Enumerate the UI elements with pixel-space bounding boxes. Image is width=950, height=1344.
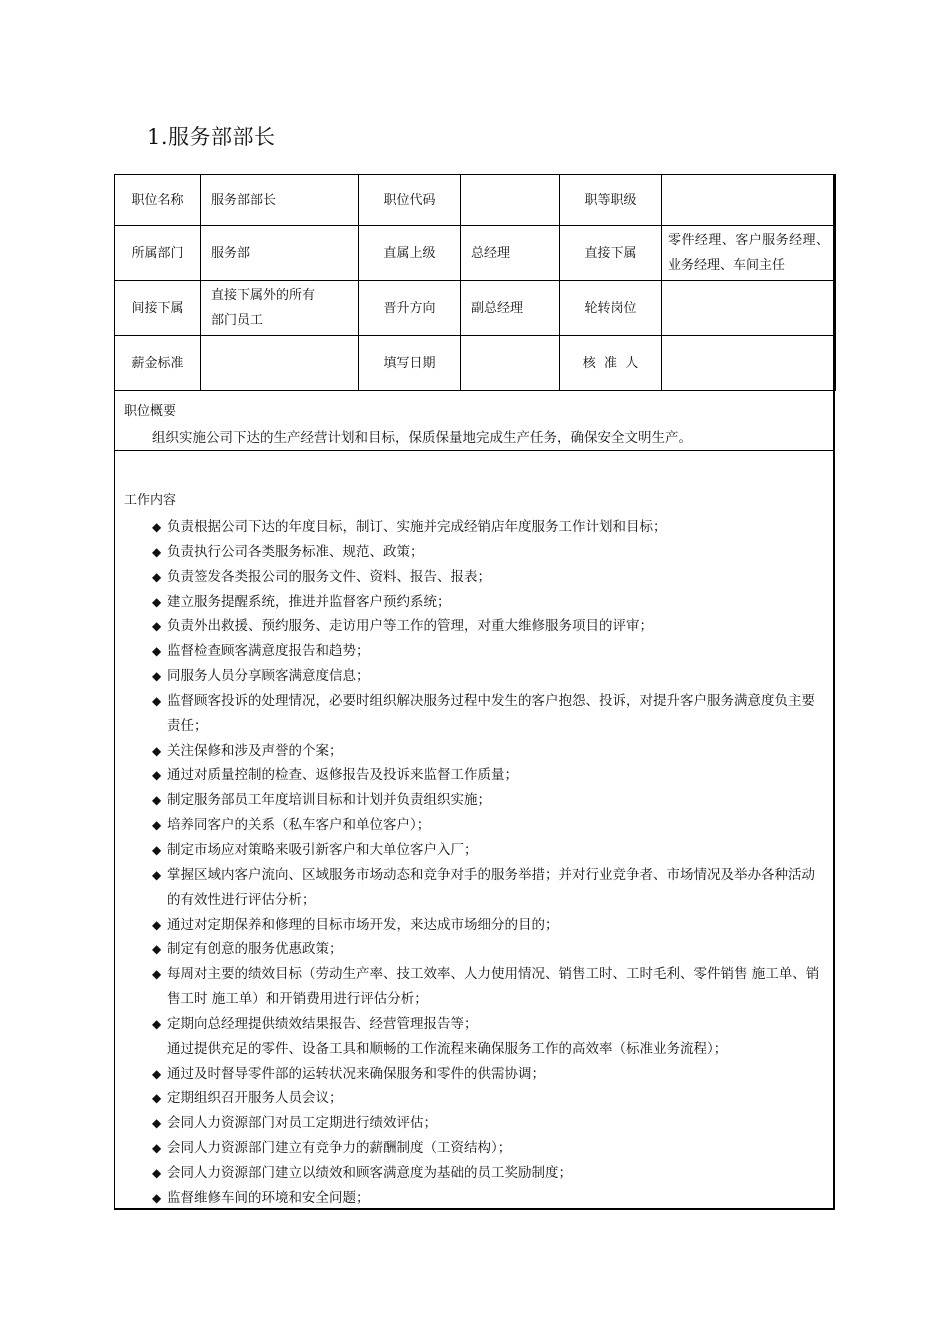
value-position-name: 服务部部长 [201,175,359,226]
label-direct-superior: 直属上级 [359,226,461,281]
position-info-table [114,174,836,391]
list-item [152,614,827,639]
list-item [152,689,827,739]
label-department: 所属部门 [115,226,201,281]
diamond-bullet-icon: ◆ [152,520,162,534]
list-item-text: 定期向总经理提供绩效结果报告、经营管理报告等； [167,1015,478,1032]
list-item [152,788,827,813]
list-item-text: 通过提供充足的零件、设备工具和顺畅的工作流程来确保服务工作的高效率（标准业务流程）； [167,1040,728,1057]
diamond-bullet-icon: ◆ [152,942,162,957]
list-item-text: 监督维修车间的环境和安全问题； [167,1189,370,1206]
list-item-text: 通过及时督导零件部的运转状况来确保服务和零件的供需协调； [167,1065,545,1082]
list-item-text: 负责执行公司各类服务标准、规范、政策； [167,543,424,560]
diamond-bullet-icon: ◆ [152,1016,162,1031]
list-item [152,1012,827,1037]
diamond-bullet-icon: ◆ [152,1165,162,1180]
list-item-text: 负责根据公司下达的年度目标，制订、实施并完成经销店年度服务工作计划和目标； [167,519,667,535]
list-item [152,863,827,913]
value-salary [201,336,359,391]
list-item-text: 负责签发各类报公司的服务文件、资料、报告、报表； [167,568,491,585]
table-row [115,175,836,226]
diamond-bullet-icon: ◆ [152,693,162,708]
diamond-bullet-icon: ◆ [152,967,162,982]
diamond-bullet-icon: ◆ [152,1091,162,1106]
summary-text: 组织实施公司下达的生产经营计划和目标，保质保量地完成生产任务，确保安全文明生产。 [152,430,692,446]
diamond-bullet-icon: ◆ [152,1190,162,1205]
value-promotion: 副总经理 [461,281,560,336]
list-item-text: 监督检查顾客满意度报告和趋势； [167,643,370,660]
label-rotation: 轮转岗位 [560,281,662,336]
diamond-bullet-icon: ◆ [152,867,162,882]
list-item-text: 关注保修和涉及声誉的个案； [167,742,343,759]
value-direct-superior: 总经理 [461,226,560,281]
list-item-text: 每周对主要的绩效目标（劳动生产率、技工效率、人力使用情况、销售工时、工时毛利、零件销售 施工单、销售工时 施工单）和开销费用进行评估分析； [167,966,820,1008]
diamond-bullet-icon: ◆ [152,793,162,808]
list-item-text: 培养同客户的关系（私车客户和单位客户）； [167,817,431,834]
table-row [115,336,836,391]
list-item [152,937,827,962]
list-item-text: 制定有创意的服务优惠政策； [167,941,343,958]
list-item [152,1136,827,1161]
diamond-bullet-icon: ◆ [152,544,162,559]
list-item-text: 会同人力资源部门建立有竞争力的薪酬制度（工资结构）； [167,1140,512,1157]
value-grade [662,175,836,226]
label-salary: 薪金标准 [115,336,201,391]
list-item [152,664,827,689]
label-position-code: 职位代码 [359,175,461,226]
table-row [115,226,836,281]
label-approver: 核 准 人 [560,336,662,391]
list-item [152,813,827,838]
page-title: 1.服务部部长 [147,125,276,149]
diamond-bullet-icon: ◆ [152,619,162,634]
value-department: 服务部 [201,226,359,281]
summary-label: 职位概要 [124,404,177,419]
diamond-bullet-icon: ◆ [152,569,162,584]
label-direct-subordinates: 直接下属 [560,226,662,281]
list-item [152,1161,827,1186]
diamond-bullet-icon: ◆ [152,644,162,659]
list-item [152,1111,827,1136]
label-promotion: 晋升方向 [359,281,461,336]
label-grade: 职等职级 [560,175,662,226]
list-item [152,515,827,540]
label-position-name: 职位名称 [115,175,201,226]
list-item-text: 会同人力资源部门建立以绩效和顾客满意度为基础的员工奖励制度； [167,1164,572,1181]
diamond-bullet-icon: ◆ [152,1066,162,1081]
list-item-text: 掌握区域内客户流向、区域服务市场动态和竞争对手的服务举措；并对行业竞争者、市场情况及举办各种活动的有效性进行评估分析； [167,866,815,908]
label-fill-date: 填写日期 [359,336,461,391]
list-item [152,565,827,590]
value-approver [662,336,836,391]
list-item-text: 监督顾客投诉的处理情况，必要时组织解决服务过程中发生的客户抱怨、投诉，对提升客户服务满意度负主要责任； [167,692,815,734]
section-divider [114,450,835,451]
list-item [152,1062,827,1087]
diamond-bullet-icon: ◆ [152,1141,162,1156]
value-rotation [662,281,836,336]
list-item [152,540,827,565]
list-item-text: 建立服务提醒系统，推进并监督客户预约系统； [167,593,451,610]
list-item [152,590,827,615]
diamond-bullet-icon: ◆ [152,594,162,609]
value-fill-date [461,336,560,391]
work-content-label: 工作内容 [124,493,177,508]
list-item [152,739,827,764]
list-item-text: 定期组织召开服务人员会议； [167,1090,343,1107]
list-item-text: 通过对质量控制的检查、返修报告及投诉来监督工作质量； [167,767,518,784]
list-item-text: 制定市场应对策略来吸引新客户和大单位客户入厂； [167,841,478,858]
diamond-bullet-icon: ◆ [152,917,162,932]
diamond-bullet-icon: ◆ [152,818,162,833]
work-content-list [152,515,827,1211]
list-item-text: 制定服务部员工年度培训目标和计划并负责组织实施； [167,792,491,809]
list-item [152,1037,827,1062]
diamond-bullet-icon: ◆ [152,669,162,684]
table-row [115,281,836,336]
list-item [152,913,827,938]
list-item [152,763,827,788]
list-item [152,1086,827,1111]
value-position-code [461,175,560,226]
value-direct-subordinates: 零件经理、客户服务经理、业务经理、车间主任 [662,226,836,281]
list-item [152,639,827,664]
list-item-text: 通过对定期保养和修理的目标市场开发，来达成市场细分的目的； [167,916,559,933]
diamond-bullet-icon: ◆ [152,743,162,758]
list-item [152,838,827,863]
list-item [152,962,827,1012]
value-indirect-subordinates: 直接下属外的所有部门员工 [201,281,359,336]
list-item-text: 会同人力资源部门对员工定期进行绩效评估； [167,1115,437,1132]
diamond-bullet-icon: ◆ [152,842,162,857]
label-indirect-subordinates: 间接下属 [115,281,201,336]
diamond-bullet-icon: ◆ [152,768,162,783]
list-item-text: 负责外出救援、预约服务、走访用户等工作的管理，对重大维修服务项目的评审； [167,618,653,635]
list-item-text: 同服务人员分享顾客满意度信息； [167,668,370,685]
diamond-bullet-icon: ◆ [152,1116,162,1131]
list-item [152,1186,827,1211]
